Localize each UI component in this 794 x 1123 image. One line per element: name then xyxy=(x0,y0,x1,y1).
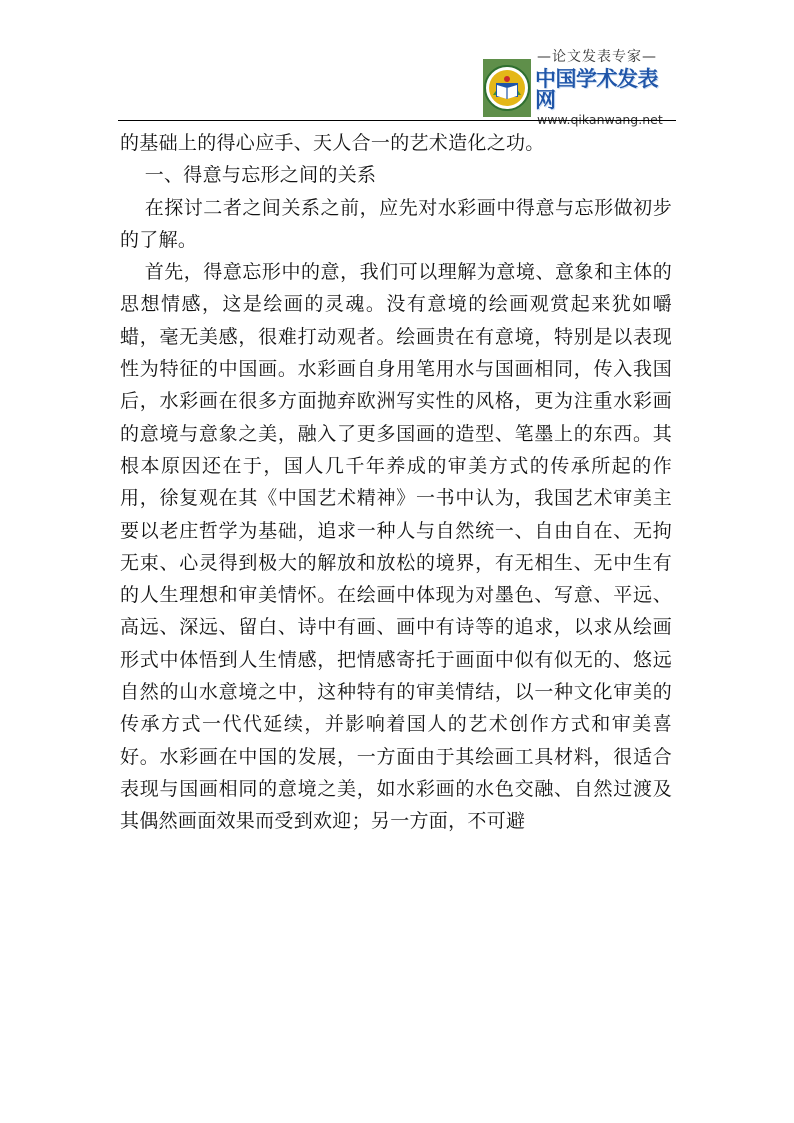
site-logo xyxy=(483,48,675,127)
section-heading: 一、得意与忘形之间的关系 xyxy=(144,164,377,187)
logo-slogan: —论文发表专家— xyxy=(537,48,657,65)
logo-site-name: 中国学术发表网 xyxy=(535,66,658,112)
document-body xyxy=(120,127,672,838)
header-divider xyxy=(118,120,676,121)
logo-url: www.qikanwang.net xyxy=(537,111,663,127)
paragraph-intro: 在探讨二者之间关系之前，应先对水彩画中得意与忘形做初步的了解。 xyxy=(120,196,672,251)
emblem-icon xyxy=(483,59,531,117)
paragraph-continuation: 的基础上的得心应手、天人合一的艺术造化之功。 xyxy=(120,132,545,154)
paragraph-main: 首先，得意忘形中的意，我们可以理解为意境、意象和主体的思想情感，这是绘画的灵魂。没有意境的绘画观赏起来犹如嚼蜡，毫无美感，很难打动观者。绘画贵在有意境，特别是以表现性为特征的中国画。水彩画自身用笔用水与国画相同，传入我国后，水彩画在很多方面抛弃欧洲写实性的风格，更为注重水彩画的意境与意象之美，融入了更多国画的造型、笔墨上的东西。其根本原因还在于，国人几千年养成的审美方式的传承所起的作用，徐复观在其《中国艺术精神》一书中认为，我国艺术审美主要以老庄哲学为基础，追求一种人与自然统一、自由自在、无拘无束、心灵得到极大的解放和放松的境界，有无相生、无中生有的人生理想和审美情怀。在绘画中体现为对墨色、写意、平远、高远、深远、留白、诗中有画、画中有诗等的追求，以求从绘画形式中体悟到人生情感，把情感寄托于画面中似有似无的、悠远自然的山水意境之中，这种特有的审美情结，以一种文化审美的传承方式一代代延续，并影响着国人的艺术创作方式和审美喜好。水彩画在中国的发展，一方面由于其绘画工具材料，很适合表现与国画相同的意境之美，如水彩画的水色交融、自然过渡及其偶然画面效果而受到欢迎；另一方面，不可避 xyxy=(120,261,672,833)
